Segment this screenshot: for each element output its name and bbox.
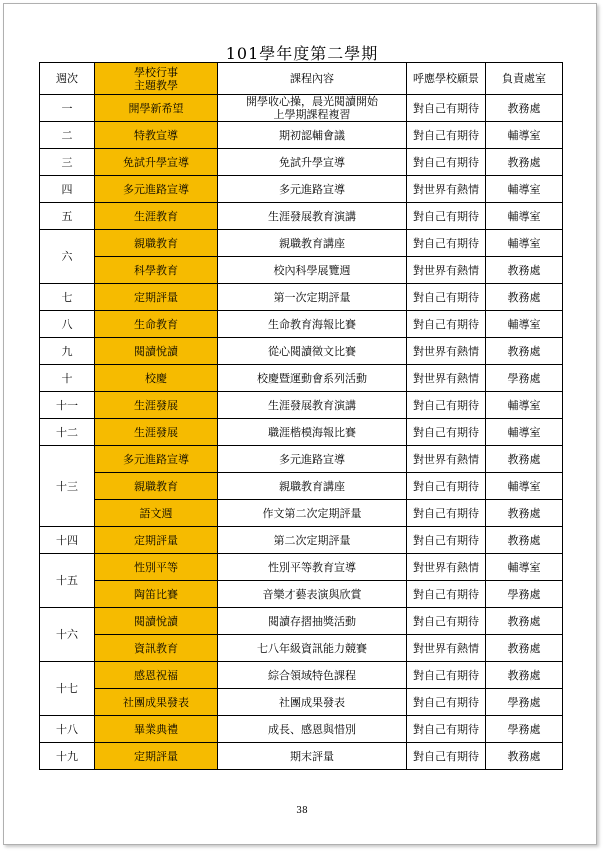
content-cell	[218, 365, 407, 392]
content-cell	[218, 203, 407, 230]
content-cell	[218, 662, 407, 689]
content-cell	[218, 554, 407, 581]
office-cell: 輔導室	[486, 203, 563, 230]
week-cell: 十七	[40, 662, 95, 716]
vision-cell: 對自己有期待	[407, 500, 486, 527]
content-cell	[218, 257, 407, 284]
table-row	[40, 365, 563, 392]
content-line: 開學收心操，晨光閱讀開始	[246, 95, 378, 108]
office-cell: 輔導室	[486, 311, 563, 338]
content-cell	[218, 95, 407, 122]
content-line: 生涯發展教育演講	[268, 398, 356, 412]
theme-cell: 特教宣導	[95, 122, 218, 149]
table-row	[40, 149, 563, 176]
table-row	[40, 635, 563, 662]
content-line: 性別平等教育宣導	[268, 560, 356, 574]
content-cell	[218, 635, 407, 662]
week-cell: 十六	[40, 608, 95, 662]
content-line: 期初認輔會議	[279, 128, 345, 142]
theme-cell: 畢業典禮	[95, 716, 218, 743]
table-row	[40, 446, 563, 473]
content-line: 多元進路宣導	[279, 182, 345, 196]
content-line: 生命教育海報比賽	[268, 317, 356, 331]
header-value: 呼應學校願景	[407, 63, 486, 95]
theme-cell: 校慶	[95, 365, 218, 392]
table-row	[40, 203, 563, 230]
office-cell: 教務處	[486, 446, 563, 473]
vision-cell: 對自己有期待	[407, 716, 486, 743]
vision-cell: 對自己有期待	[407, 662, 486, 689]
content-line: 親職教育講座	[279, 236, 345, 250]
vision-cell: 對自己有期待	[407, 392, 486, 419]
vision-cell: 對自己有期待	[407, 149, 486, 176]
office-cell: 教務處	[486, 608, 563, 635]
office-cell: 教務處	[486, 257, 563, 284]
week-cell: 八	[40, 311, 95, 338]
table-row	[40, 419, 563, 446]
table-row	[40, 311, 563, 338]
content-cell	[218, 473, 407, 500]
header-theme-line2: 主題教學	[134, 78, 178, 92]
vision-cell: 對自己有期待	[407, 284, 486, 311]
header-content: 課程內容	[218, 63, 407, 95]
vision-cell: 對世界有熱情	[407, 365, 486, 392]
table-row	[40, 122, 563, 149]
content-line: 上學期課程複習	[273, 108, 351, 121]
theme-cell: 多元進路宣導	[95, 176, 218, 203]
office-cell: 輔導室	[486, 473, 563, 500]
office-cell: 教務處	[486, 149, 563, 176]
header-week: 週次	[40, 63, 95, 95]
theme-cell: 性別平等	[95, 554, 218, 581]
content-cell	[218, 743, 407, 770]
office-cell: 教務處	[486, 743, 563, 770]
content-cell	[218, 284, 407, 311]
week-cell: 十五	[40, 554, 95, 608]
content-line: 第二次定期評量	[273, 533, 351, 547]
vision-cell: 對自己有期待	[407, 581, 486, 608]
week-cell: 十八	[40, 716, 95, 743]
table-row	[40, 554, 563, 581]
week-cell: 十九	[40, 743, 95, 770]
week-cell: 五	[40, 203, 95, 230]
content-line: 音樂才藝表演與欣賞	[262, 587, 362, 601]
vision-cell: 對自己有期待	[407, 230, 486, 257]
content-line: 從心閱讀徵文比賽	[268, 344, 356, 358]
content-cell	[218, 122, 407, 149]
table-header-row	[40, 63, 563, 95]
vision-cell: 對世界有熱情	[407, 554, 486, 581]
theme-cell: 定期評量	[95, 743, 218, 770]
vision-cell: 對自己有期待	[407, 743, 486, 770]
table-row	[40, 95, 563, 122]
office-cell: 教務處	[486, 500, 563, 527]
theme-cell: 資訊教育	[95, 635, 218, 662]
theme-cell: 閱讀悅讀	[95, 608, 218, 635]
week-cell: 十二	[40, 419, 95, 446]
schedule-body	[40, 95, 563, 770]
content-line: 綜合領域特色課程	[268, 668, 356, 682]
table-row	[40, 230, 563, 257]
table-row	[40, 257, 563, 284]
vision-cell: 對自己有期待	[407, 689, 486, 716]
vision-cell: 對世界有熱情	[407, 338, 486, 365]
content-cell	[218, 176, 407, 203]
content-cell	[218, 392, 407, 419]
content-line: 免試升學宣導	[279, 155, 345, 169]
content-cell	[218, 716, 407, 743]
office-cell: 學務處	[486, 365, 563, 392]
table-row	[40, 608, 563, 635]
header-theme	[95, 63, 218, 95]
theme-cell: 多元進路宣導	[95, 446, 218, 473]
theme-cell: 陶笛比賽	[95, 581, 218, 608]
theme-cell: 語文週	[95, 500, 218, 527]
office-cell: 輔導室	[486, 176, 563, 203]
vision-cell: 對自己有期待	[407, 203, 486, 230]
week-cell: 二	[40, 122, 95, 149]
document-title: 101學年度第二學期	[225, 44, 379, 63]
office-cell: 輔導室	[486, 230, 563, 257]
week-cell: 十一	[40, 392, 95, 419]
office-cell: 教務處	[486, 635, 563, 662]
table-row	[40, 473, 563, 500]
table-row	[40, 500, 563, 527]
vision-cell: 對世界有熱情	[407, 257, 486, 284]
content-line: 作文第二次定期評量	[262, 506, 362, 520]
week-cell: 七	[40, 284, 95, 311]
theme-cell: 親職教育	[95, 230, 218, 257]
office-cell: 學務處	[486, 581, 563, 608]
vision-cell: 對世界有熱情	[407, 635, 486, 662]
office-cell: 學務處	[486, 716, 563, 743]
content-line: 第一次定期評量	[273, 290, 351, 304]
vision-cell: 對自己有期待	[407, 473, 486, 500]
table-row	[40, 743, 563, 770]
office-cell: 輔導室	[486, 392, 563, 419]
table-row	[40, 527, 563, 554]
header-office: 負責處室	[486, 63, 563, 95]
content-cell	[218, 230, 407, 257]
content-line: 多元進路宣導	[279, 452, 345, 466]
theme-cell: 開學新希望	[95, 95, 218, 122]
content-cell	[218, 446, 407, 473]
theme-cell: 定期評量	[95, 284, 218, 311]
vision-cell: 對自己有期待	[407, 527, 486, 554]
week-cell: 十三	[40, 446, 95, 527]
theme-cell: 生涯發展	[95, 419, 218, 446]
office-cell: 輔導室	[486, 419, 563, 446]
theme-cell: 親職教育	[95, 473, 218, 500]
vision-cell: 對自己有期待	[407, 122, 486, 149]
schedule-table	[39, 62, 563, 770]
content-line: 親職教育講座	[279, 479, 345, 493]
table-row	[40, 689, 563, 716]
content-cell	[218, 338, 407, 365]
content-line: 生涯發展教育演講	[268, 209, 356, 223]
vision-cell: 對世界有熱情	[407, 176, 486, 203]
content-line: 職涯楷模海報比賽	[268, 425, 356, 439]
content-line: 七八年級資訊能力競賽	[257, 641, 367, 655]
page-number: 38	[296, 806, 308, 816]
office-cell: 教務處	[486, 662, 563, 689]
office-cell: 教務處	[486, 338, 563, 365]
vision-cell: 對世界有熱情	[407, 446, 486, 473]
office-cell: 教務處	[486, 95, 563, 122]
content-line: 閱讀存摺抽獎活動	[268, 614, 356, 628]
week-cell: 四	[40, 176, 95, 203]
content-cell	[218, 581, 407, 608]
office-cell: 輔導室	[486, 554, 563, 581]
content-cell	[218, 149, 407, 176]
office-cell: 教務處	[486, 527, 563, 554]
vision-cell: 對自己有期待	[407, 95, 486, 122]
table-row	[40, 338, 563, 365]
office-cell: 教務處	[486, 284, 563, 311]
week-cell: 三	[40, 149, 95, 176]
content-line: 社團成果發表	[279, 695, 345, 709]
content-cell	[218, 608, 407, 635]
table-row	[40, 392, 563, 419]
table-row	[40, 716, 563, 743]
week-cell: 六	[40, 230, 95, 284]
content-line: 校內科學展覽週	[273, 263, 351, 277]
table-row	[40, 662, 563, 689]
table-row	[40, 581, 563, 608]
week-cell: 九	[40, 338, 95, 365]
table-row	[40, 284, 563, 311]
week-cell: 一	[40, 95, 95, 122]
theme-cell: 閱讀悅讀	[95, 338, 218, 365]
office-cell: 輔導室	[486, 122, 563, 149]
content-cell	[218, 419, 407, 446]
content-cell	[218, 527, 407, 554]
theme-cell: 感恩祝福	[95, 662, 218, 689]
vision-cell: 對自己有期待	[407, 419, 486, 446]
theme-cell: 科學教育	[95, 257, 218, 284]
content-cell	[218, 311, 407, 338]
week-cell: 十四	[40, 527, 95, 554]
vision-cell: 對自己有期待	[407, 608, 486, 635]
header-theme-line1: 學校行事	[134, 65, 178, 79]
content-line: 期末評量	[290, 749, 334, 763]
theme-cell: 生涯發展	[95, 392, 218, 419]
content-line: 成長、感恩與惜別	[268, 722, 356, 736]
theme-cell: 生涯教育	[95, 203, 218, 230]
week-cell: 十	[40, 365, 95, 392]
table-row	[40, 176, 563, 203]
content-cell	[218, 500, 407, 527]
theme-cell: 社團成果發表	[95, 689, 218, 716]
office-cell: 學務處	[486, 689, 563, 716]
vision-cell: 對自己有期待	[407, 311, 486, 338]
theme-cell: 定期評量	[95, 527, 218, 554]
theme-cell: 生命教育	[95, 311, 218, 338]
content-line: 校慶暨運動會系列活動	[257, 371, 367, 385]
content-cell	[218, 689, 407, 716]
theme-cell: 免試升學宣導	[95, 149, 218, 176]
